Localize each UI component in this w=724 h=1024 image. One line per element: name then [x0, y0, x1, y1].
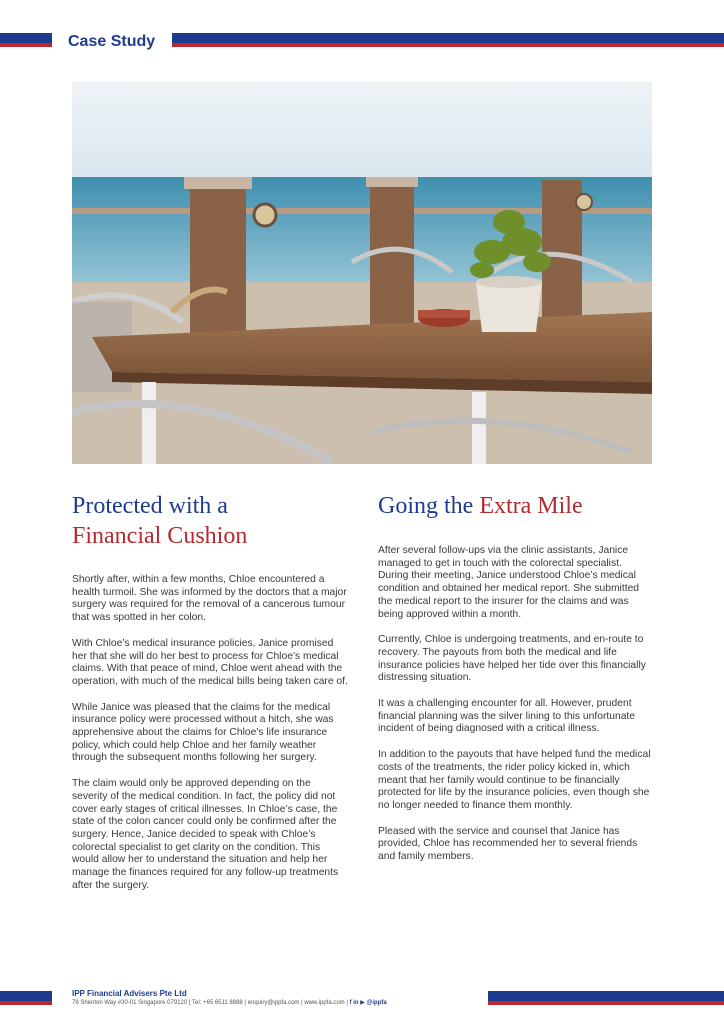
paragraph: While Janice was pleased that the claims for the medical insurance policy were processed without a hitch, she was apprehensive about the claims for Chloe’s life insurance policy, which could help Chloe and her family weather through the subsequent months following her surgery. — [72, 701, 334, 764]
paragraph: Shortly after, within a few months, Chloe encountered a health turmoil. She was informed by the doctors that a major surgery was required for the removal of a cancerous tumour that was spotted in her colon. — [72, 574, 347, 624]
footer-company: IPP Financial Advisers Pte Ltd — [72, 989, 187, 998]
paragraph: After several follow-ups via the clinic assistants, Janice managed to get in touch with the colorectal specialist. During their meeting, Janice understood Chloe’s medical condition and obtained her medical report. She submitted the medical report to the insurer for the claims and was being approved within a month. — [378, 545, 640, 620]
paragraph: Pleased with the service and counsel that Janice has provided, Chloe has recommended her to several friends and family members. — [378, 825, 638, 863]
right-column-body — [378, 545, 654, 877]
paragraph: Currently, Chloe is undergoing treatments, and en-route to recovery. The payouts from both the medical and life insurance policies have helped her tide over this financially distressing situation. — [378, 634, 646, 684]
cafe-table-sea-icon — [72, 82, 652, 464]
footer-address-text: 78 Shenton Way #30-01 Singapore 079120 | Tel: +65 6511 8888 | enquiry@ippfa.com | www.ippfa.com | — [72, 1000, 350, 1006]
paragraph: In addition to the payouts that have helped fund the medical costs of the treatments, the rider policy kicked in, which meant that her family would continue to be financially protected for life by the insurance policies, even though she no longer needed to finance them monthly. — [378, 749, 651, 811]
cafe-table-sea-photo — [72, 82, 652, 464]
heading-right-part1: Going the — [378, 493, 480, 519]
heading-right-part2: Extra Mile — [479, 493, 583, 519]
footer-address — [72, 999, 387, 1007]
paragraph: The claim would only be approved depending on the severity of the medical condition. In fact, the policy did not cover early stages of critical illnesses. In Chloe’s case, the state of the colon cancer could only be confirmed after the surgery. Hence, Janice decided to speak with Chloe’s colorectal specialist to get clarity on the condition. This would allow her to understand the situation and help her manage the finances required for any follow-up treatments after the surgery. — [72, 778, 339, 891]
heading-extra-mile — [378, 491, 668, 521]
heading-protected-cushion — [72, 491, 362, 551]
heading-left-line2: Financial Cushion — [72, 523, 248, 549]
left-column-body — [72, 574, 348, 905]
social-links[interactable]: f in ▶ @ippfa — [349, 1000, 387, 1006]
footer-bar-right — [488, 991, 724, 1005]
section-label: Case Study — [68, 33, 156, 50]
heading-left-line1: Protected with a — [72, 493, 228, 519]
header-bar-left — [0, 33, 52, 47]
paragraph: With Chloe’s medical insurance policies, Janice promised her that she will do her best to process for Chloe’s medical claims. With that peace of mind, Chloe went ahead with the operation, with much of the medical bills being taken care of. — [72, 637, 348, 687]
header-bar-right — [172, 33, 724, 47]
footer-bar-left — [0, 991, 52, 1005]
paragraph: It was a challenging encounter for all. However, prudent financial planning was the silver lining to this unfortunate incident of being diagnosed with a critical illness. — [378, 698, 636, 735]
